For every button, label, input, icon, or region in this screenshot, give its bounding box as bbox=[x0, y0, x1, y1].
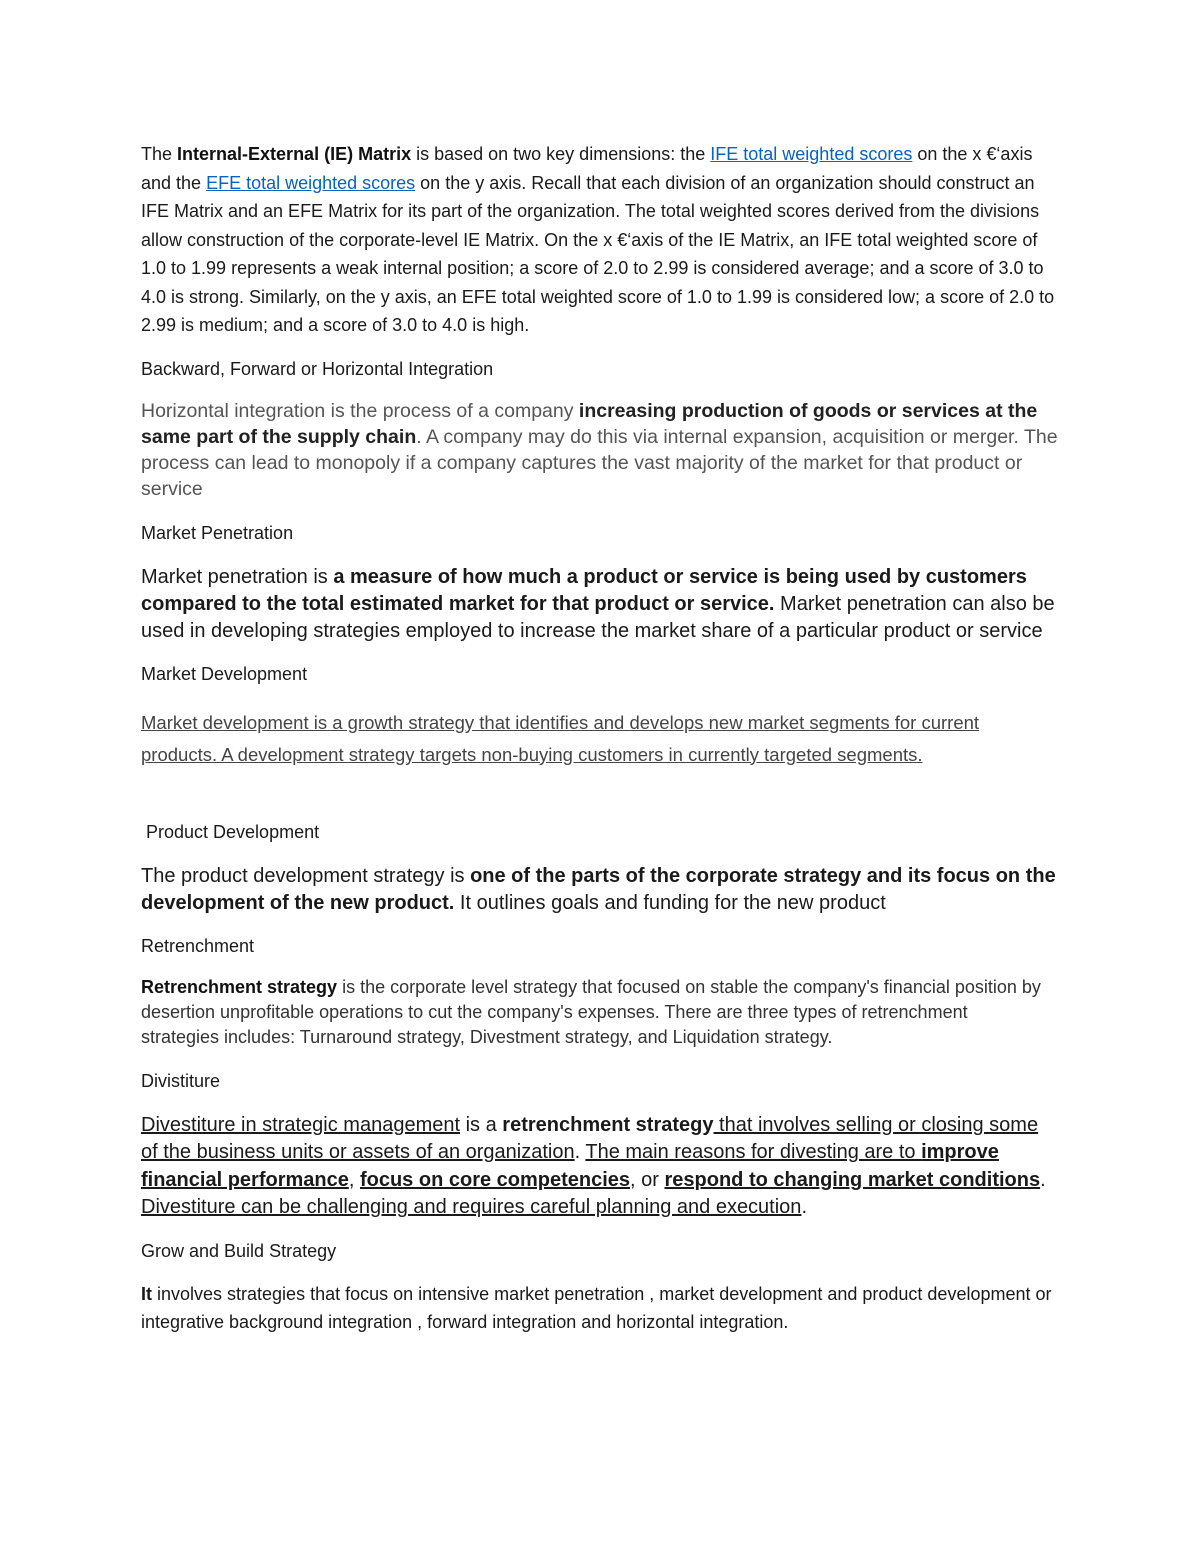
heading-product-development: Product Development bbox=[146, 821, 320, 842]
text: on the x €‘axis and the bbox=[141, 144, 1033, 193]
text: is based on two key dimensions: the bbox=[411, 144, 711, 164]
heading-market-development: Market Development bbox=[141, 663, 308, 684]
text: . bbox=[801, 1196, 807, 1218]
text: is the corporate level strategy that focused on stable the company's financial position by desertion unprofitable operations to cut the company's expenses. There are three types of retrenchment strategies includes: Turnaround strategy, Divestment strategy, and Liquidation strategy. bbox=[141, 976, 1041, 1047]
bold-text: focus on core competencies bbox=[359, 1168, 631, 1191]
bold-text: It bbox=[141, 1283, 152, 1304]
text: , bbox=[348, 1168, 360, 1191]
penetration-paragraph bbox=[141, 564, 1059, 645]
heading-market-penetration: Market Penetration bbox=[141, 522, 294, 543]
text: The bbox=[141, 144, 178, 164]
bold-text: improve financial performance bbox=[141, 1141, 999, 1191]
bold-text: respond to changing market conditions bbox=[664, 1168, 1041, 1191]
underlined-text: that involves selling or closing some of the business units or assets of an organization bbox=[141, 1113, 1039, 1163]
text: involves strategies that focus on intensive market penetration , market development and product development or integrative background integration , forward integration and horizontal integration. bbox=[141, 1283, 1052, 1332]
bold-text: increasing production of goods or services at the same part of the supply chain bbox=[141, 399, 1038, 448]
text: , or bbox=[630, 1168, 665, 1191]
ife-scores-link[interactable]: IFE total weighted scores bbox=[710, 144, 913, 164]
integration-paragraph bbox=[141, 398, 1059, 502]
underlined-text: The main reasons for divesting are to bbox=[585, 1141, 922, 1163]
heading-integration: Backward, Forward or Horizontal Integration bbox=[141, 358, 494, 379]
ie-matrix-term: Internal-External (IE) Matrix bbox=[177, 144, 412, 164]
market-development-paragraph: Market development is a growth strategy that identifies and develops new market segments for current products. A development strategy targets non-buying customers in currently targeted segments. bbox=[141, 711, 980, 765]
bold-text: one of the parts of the corporate strategy and its focus on the development of the new product. bbox=[141, 864, 1056, 914]
underlined-text: Divestiture in strategic management bbox=[141, 1113, 461, 1136]
text: It outlines goals and funding for the new product bbox=[454, 891, 886, 914]
retrenchment-paragraph bbox=[141, 975, 1046, 1050]
text: . bbox=[1040, 1168, 1046, 1191]
bold-text: Retrenchment strategy bbox=[141, 976, 338, 997]
text: . A company may do this via internal expansion, acquisition or merger. The process can lead to monopoly if a company captures the vast majority of the market for that product or service bbox=[141, 425, 1058, 500]
bold-text: a measure of how much a product or service is being used by customers compared to the total estimated market for that product or service. bbox=[141, 565, 1027, 615]
efe-scores-link[interactable]: EFE total weighted scores bbox=[206, 172, 416, 193]
underlined-text: Divestiture can be challenging and requires careful planning and execution bbox=[141, 1196, 802, 1218]
text: on the y axis. Recall that each division of an organization should construct an IFE Matrix and an EFE Matrix for its part of the organization. The total weighted scores derived from the divisions allow construction of the corporate-level IE Matrix. On the x €‘axis of the IE Matrix, an IFE total weighted score of 1.0 to 1.99 represents a weak internal position; a score of 2.0 to 2.99 is considered average; and a score of 3.0 to 4.0 is strong. Similarly, on the y axis, an EFE total weighted score of 1.0 to 1.99 is considered low; a score of 2.0 to 2.99 is medium; and a score of 3.0 to 4.0 is high. bbox=[141, 172, 1055, 335]
text: The product development strategy is bbox=[141, 864, 471, 887]
ie-matrix-paragraph bbox=[141, 140, 1059, 340]
product-development-paragraph bbox=[141, 863, 1059, 917]
bold-text: retrenchment strategy bbox=[502, 1113, 714, 1136]
text: is a bbox=[460, 1113, 503, 1136]
heading-retrenchment: Retrenchment bbox=[141, 935, 255, 956]
divestiture-paragraph bbox=[141, 1112, 1059, 1222]
heading-divestiture: Divistiture bbox=[141, 1070, 221, 1091]
text: Market penetration is bbox=[141, 565, 334, 588]
grow-build-paragraph bbox=[141, 1280, 1059, 1336]
text: . bbox=[574, 1141, 586, 1163]
text: Market penetration can also be used in developing strategies employed to increase the market share of a particular product or service bbox=[141, 592, 1055, 642]
heading-grow-build: Grow and Build Strategy bbox=[141, 1240, 337, 1261]
document-page bbox=[141, 140, 1061, 1336]
text: Horizontal integration is the process of a company bbox=[141, 399, 579, 422]
